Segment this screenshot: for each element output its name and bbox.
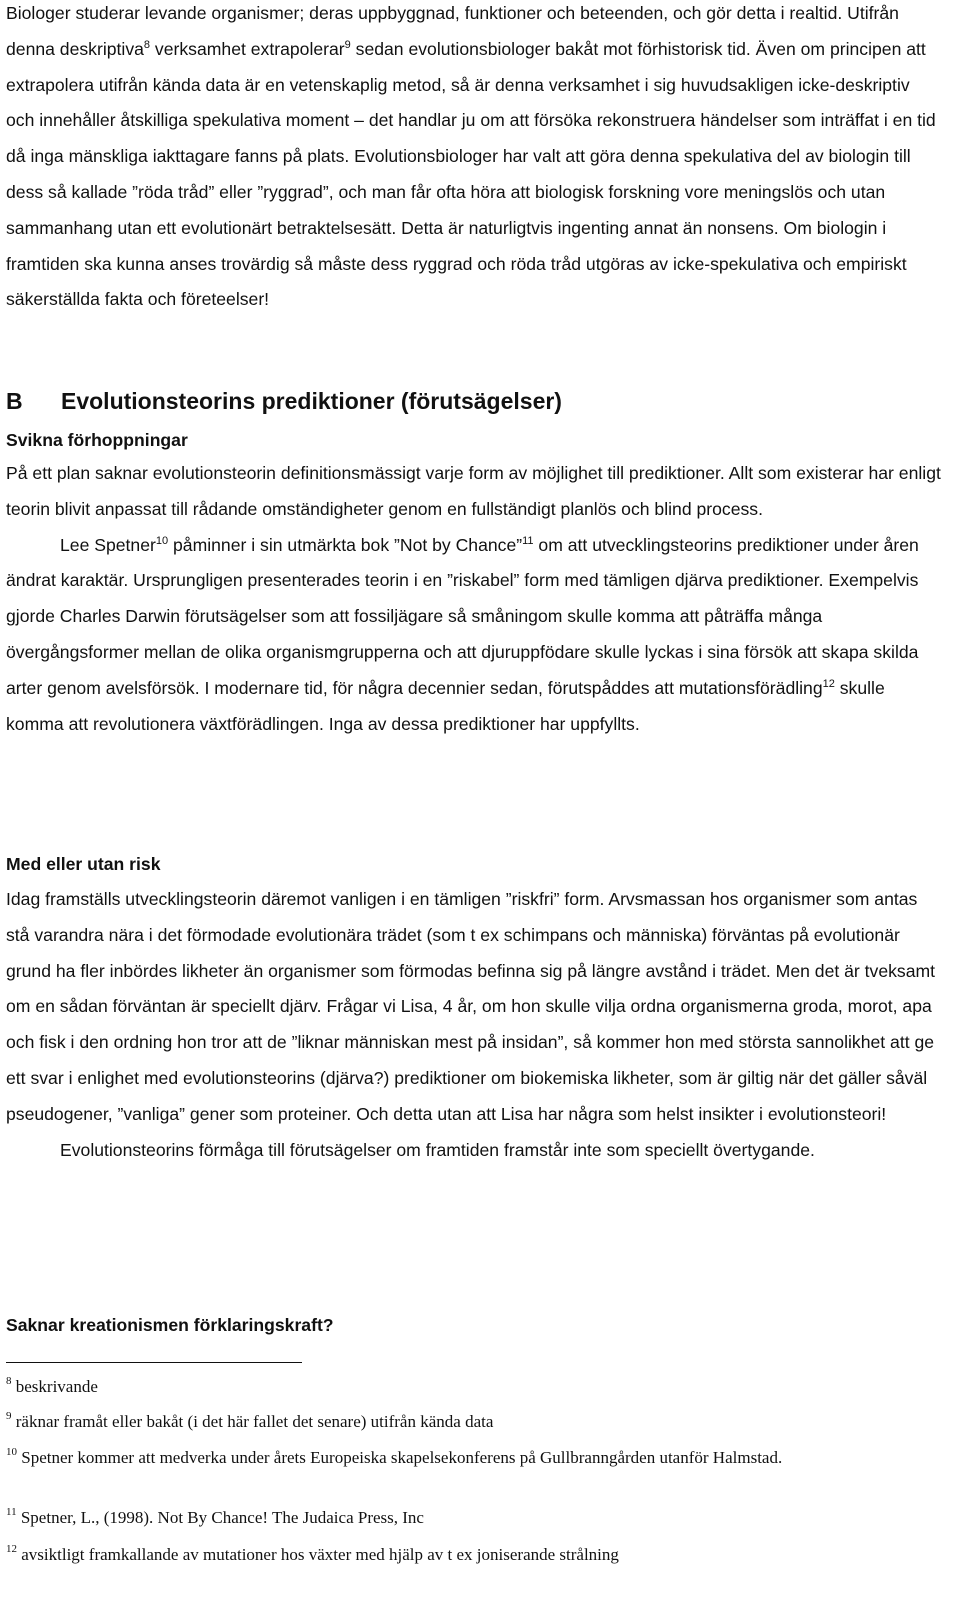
intro-text-2: verksamhet extrapolerar xyxy=(150,38,345,59)
heading-saknar-kreationismen: Saknar kreationismen förklaringskraft? xyxy=(6,1315,334,1335)
footnote-ref-10[interactable]: 10 xyxy=(155,534,169,547)
footnote-text: räknar framåt eller bakåt (i det här fallet det senare) utifrån kända data xyxy=(11,1412,494,1431)
heading-med-eller-utan-risk: Med eller utan risk xyxy=(6,854,161,874)
heading-svikna-forhoppningar: Svikna förhoppningar xyxy=(6,430,188,450)
footnote-ref-11[interactable]: 11 xyxy=(522,534,534,547)
footnote-number: 10 xyxy=(6,1446,17,1458)
section-heading-b xyxy=(6,387,562,415)
svikna-paragraph-2 xyxy=(6,528,942,743)
svikna-text-b: påminner i sin utmärkta bok ”Not by Chance” xyxy=(168,534,523,555)
risk-paragraph-1: Idag framställs utvecklingsteorin däremot vanligen i en tämligen ”riskfri” form. Arvsmassan hos organismer som antas stå varandra nära i det förmodade evolutionära trädet (som t ex schimpans och människa) förväntas på evolutionär grund ha fler inbördes likheter än organismer som förmodas befinna sig på längre avstånd i trädet. Men det är tveksamt om en sådan förväntan är speciellt djärv. Frågar vi Lisa, 4 år, om hon skulle vilja ordna organismerna groda, morot, apa och fisk i den ordning hon tror att de ”liknar människan mest på insidan”, så kommer hon med största sannolikhet att ge ett svar i enlighet med evolutionsteorins (djärva?) prediktioner om biokemiska likheter, som är giltig när det gäller såväl pseudogener, ”vanliga” gener som proteiner. Och detta utan att Lisa har några som helst insikter i evolutionsteori! xyxy=(6,889,936,1124)
section-letter: B xyxy=(6,388,23,414)
footnote-11 xyxy=(6,1507,936,1529)
footnote-number: 12 xyxy=(6,1543,17,1555)
section-title: Evolutionsteorins prediktioner (förutsägelser) xyxy=(61,388,562,414)
svikna-text-d: skulle komma att revolutionera växtförädlingen. Inga av dessa prediktioner har uppfyllts. xyxy=(6,677,885,734)
footnote-12 xyxy=(6,1544,936,1566)
footnote-ref-9[interactable]: 9 xyxy=(344,38,351,51)
risk-section-body xyxy=(6,882,942,1168)
svikna-text-c: om att utvecklingsteorins prediktioner under åren ändrat karaktär. Ursprungligen presenterades teorin i en ”riskabel” form med tämligen djärva prediktioner. Exempelvis gjorde Charles Darwin förutsägelser som att fossiljägare så småningom skulle komma att påträffa många övergångsformer mellan de olika organismgrupperna och att djuruppfödare skulle lyckas i sina försök att skapa skilda arter genom avelsförsök. I modernare tid, för några decennier sedan, förutspåddes att mutationsförädling xyxy=(6,534,919,698)
footnote-number: 8 xyxy=(6,1375,12,1387)
svikna-text-a: Lee Spetner xyxy=(60,534,156,555)
intro-paragraph xyxy=(6,0,942,318)
footnote-text: Spetner kommer att medverka under årets Europeiska skapelsekonferens på Gullbranngården utanför Halmstad. xyxy=(17,1448,783,1467)
footnote-text: Spetner, L., (1998). Not By Chance! The Judaica Press, Inc xyxy=(16,1508,424,1527)
footnote-number: 11 xyxy=(6,1506,17,1518)
svikna-section-body xyxy=(6,456,942,742)
footnote-separator xyxy=(6,1362,302,1363)
risk-paragraph-2: Evolutionsteorins förmåga till förutsägelser om framtiden framstår inte som speciellt övertygande. xyxy=(60,1139,815,1160)
footnote-9 xyxy=(6,1411,936,1433)
footnote-text: beskrivande xyxy=(11,1377,98,1396)
intro-text-1: Biologer studerar levande organismer; deras uppbyggnad, funktioner och beteenden, och gör detta i realtid. Utifrån denna deskriptiva xyxy=(6,3,899,59)
footnote-text: avsiktligt framkallande av mutationer hos växter med hjälp av t ex joniserande strålning xyxy=(17,1545,619,1564)
footnote-ref-8[interactable]: 8 xyxy=(143,38,151,51)
svikna-paragraph-1: På ett plan saknar evolutionsteorin definitionsmässigt varje form av möjlighet till prediktioner. Allt som existerar har enligt teorin blivit anpassat till rådande omständigheter genom en fullständigt planlös och blind process. xyxy=(6,463,941,519)
footnote-number: 9 xyxy=(6,1410,12,1422)
footnote-8 xyxy=(6,1376,936,1398)
footnote-10 xyxy=(6,1447,936,1469)
footnote-ref-12[interactable]: 12 xyxy=(822,677,835,690)
intro-text-3: sedan evolutionsbiologer bakåt mot förhistorisk tid. Även om principen att extrapolera utifrån kända data är en vetenskaplig metod, så är denna verksamhet i sig huvudsakligen icke-deskriptiv och innehåller åtskilliga spekulativa moment – det handlar ju om att försöka rekonstruera händelser som inträffat i en tid då inga mänskliga iakttagare fanns på plats. Evolutionsbiologer har valt att göra denna spekulativa del av biologin till dess så kallade ”röda tråd” eller ”ryggrad”, och man får ofta höra att biologisk forskning vore meningslös och utan sammanhang utan ett evolutionärt betraktelsesätt. Detta är naturligtvis ingenting annat än nonsens. Om biologin i framtiden ska kunna anses trovärdig så måste dess ryggrad och röda tråd utgöras av icke-spekulativa och empiriskt säkerställda fakta och företeelser! xyxy=(6,38,936,310)
